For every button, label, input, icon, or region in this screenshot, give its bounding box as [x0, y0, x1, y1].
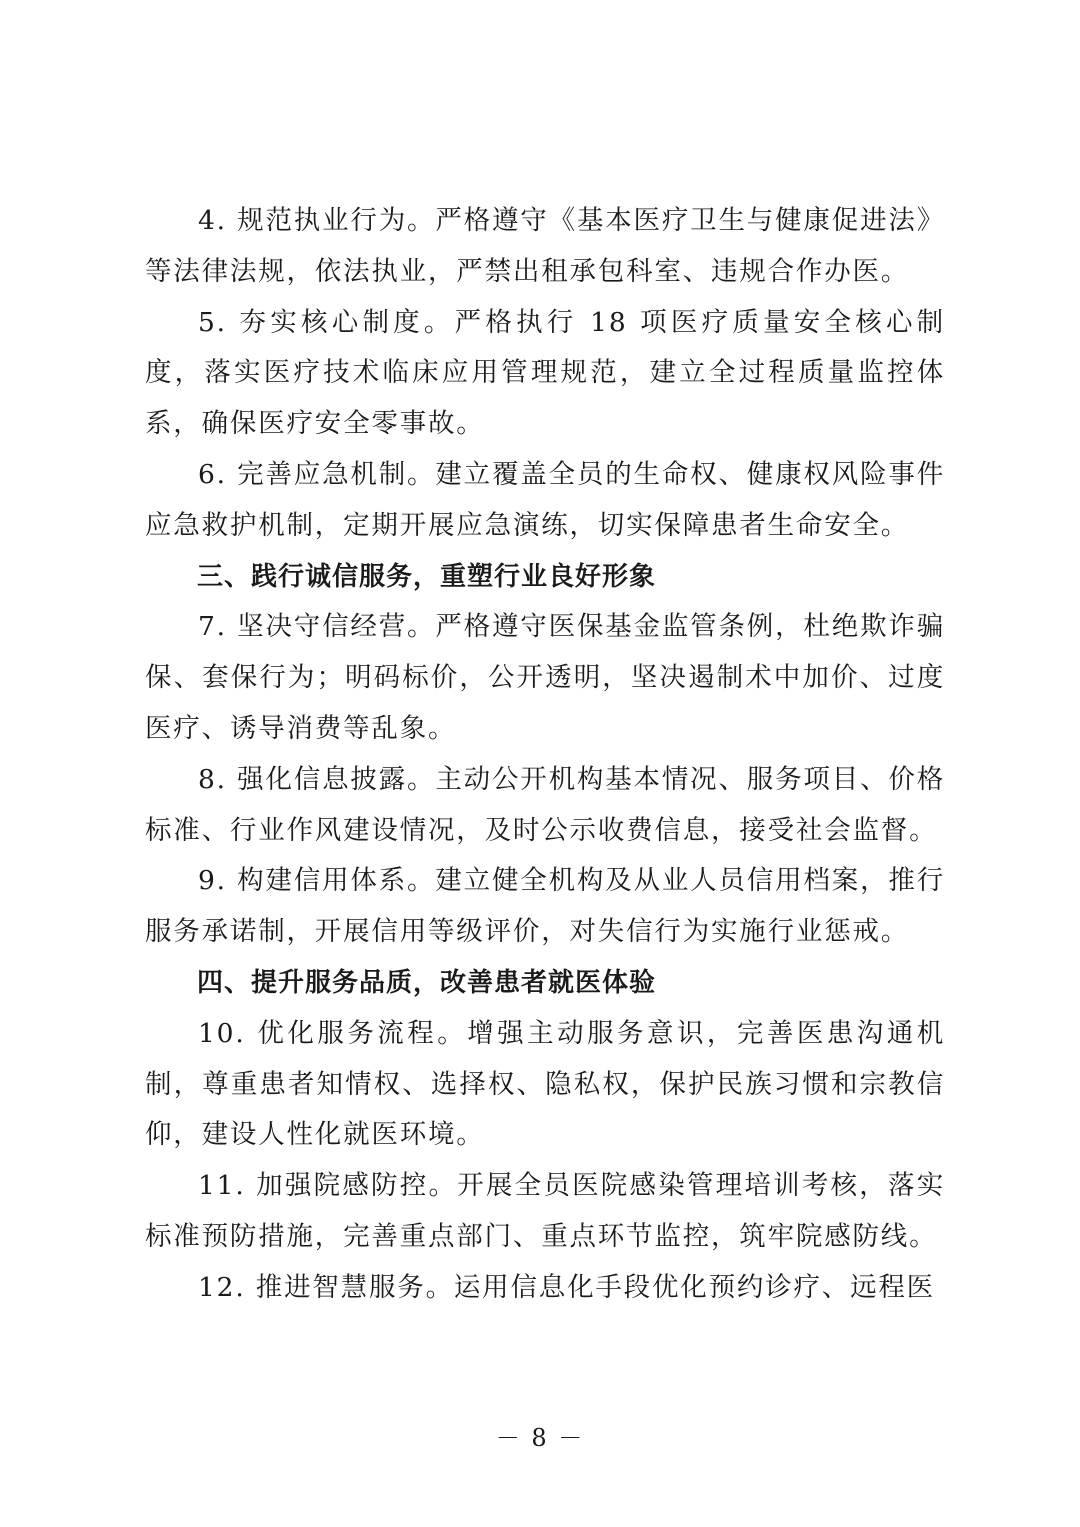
section-heading-4: 四、提升服务品质，改善患者就医体验 [197, 967, 657, 998]
paragraph-12: 12. 推进智慧服务。运用信息化手段优化预约诊疗、远程医 [198, 1271, 935, 1303]
paragraph-11: 11. 加强院感防控。开展全员医院感染管理培训考核，落实标准预防措施，完善重点部门、重点环节监控，筑牢院感防线。 [145, 1170, 945, 1252]
section-heading-3: 三、践行诚信服务，重塑行业良好形象 [197, 561, 657, 592]
paragraph-6: 6. 完善应急机制。建立覆盖全员的生命权、健康权风险事件应急救护机制，定期开展应急演练，切实保障患者生命安全。 [145, 458, 945, 541]
paragraph-9: 9. 构建信用体系。建立健全机构及从业人员信用档案，推行服务承诺制，开展信用等级评价，对失信行为实施行业惩戒。 [145, 865, 945, 948]
paragraph-10: 10. 优化服务流程。增强主动服务意识，完善医患沟通机制，尊重患者知情权、选择权、隐私权，保护民族习惯和宗教信仰，建设人性化就医环境。 [145, 1017, 945, 1151]
paragraph-4: 4. 规范执业行为。严格遵守《基本医疗卫生与健康促进法》等法律法规，依法执业，严禁出租承包科室、违规合作办医。 [145, 205, 945, 287]
paragraph-8: 8. 强化信息披露。主动公开机构基本情况、服务项目、价格标准、行业作风建设情况，及时公示收费信息，接受社会监督。 [145, 763, 945, 846]
paragraph-7: 7. 坚决守信经营。严格遵守医保基金监管条例，杜绝欺诈骗保、套保行为；明码标价，公开透明，坚决遏制术中加价、过度医疗、诱导消费等乱象。 [145, 611, 945, 744]
page-number: － 8 － [495, 1424, 585, 1452]
paragraph-5: 5. 夯实核心制度。严格执行 18 项医疗质量安全核心制度，落实医疗技术临床应用管理规范，建立全过程质量监控体系，确保医疗安全零事故。 [145, 306, 945, 440]
document-body [145, 196, 945, 1314]
